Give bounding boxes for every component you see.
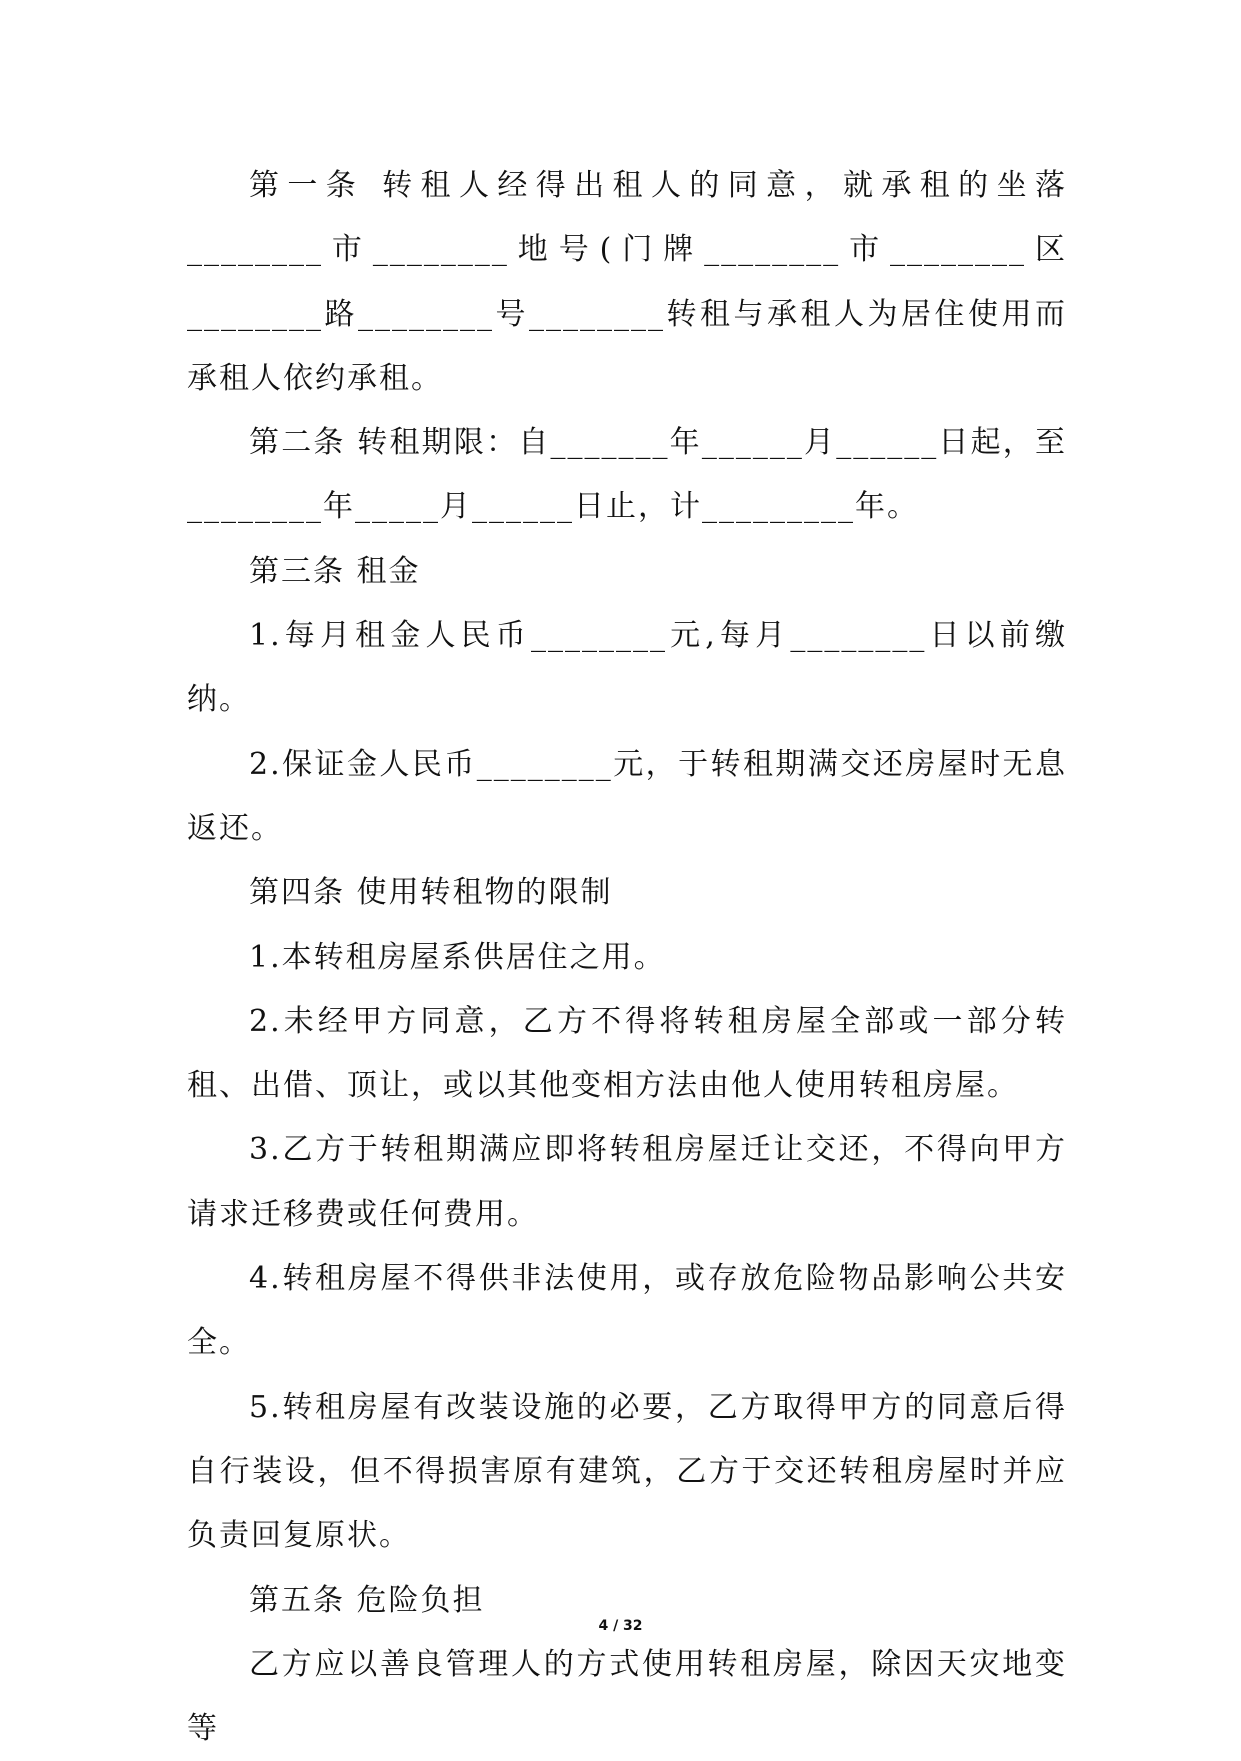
- article-2-paragraph: 第二条 转租期限：自_______年______月______日起，至________年_____月______日止，计_________年。: [187, 425, 1067, 525]
- page-number: 4 / 32: [598, 1618, 643, 1634]
- article-5-heading: 第五条 危险负担: [249, 1582, 485, 1618]
- article-4-item-5: 5.转租房屋有改装设施的必要，乙方取得甲方的同意后得自行装设，但不得损害原有建筑，乙方于交还转租房屋时并应负责回复原状。: [187, 1389, 1067, 1554]
- article-1-paragraph: 第一条 转租人经得出租人的同意，就承租的坐落________市________地号(门牌________市________区________路________号________转租与承租人为居住使用而承租人依约承租。: [187, 168, 1067, 396]
- article-4-item-1: 1.本转租房屋系供居住之用。: [249, 939, 666, 975]
- article-4-heading: 第四条 使用转租物的限制: [249, 875, 613, 911]
- article-4-item-2: 2.未经甲方同意，乙方不得将转租房屋全部或一部分转租、出借、顶让，或以其他变相方法由他人使用转租房屋。: [187, 1003, 1067, 1104]
- article-3-item-2: 2.保证金人民币________元，于转租期满交还房屋时无息返还。: [187, 746, 1067, 846]
- article-5-body: 乙方应以善良管理人的方式使用转租房屋，除因天灾地变等: [187, 1646, 1067, 1747]
- document-body: [187, 154, 1067, 1761]
- article-3-heading: 第三条 租金: [249, 553, 421, 589]
- article-4-item-4: 4.转租房屋不得供非法使用，或存放危险物品影响公共安全。: [187, 1261, 1067, 1361]
- article-3-item-1: 1.每月租金人民币________元,每月________日以前缴纳。: [187, 618, 1067, 718]
- article-4-item-3: 3.乙方于转租期满应即将转租房屋迁让交还，不得向甲方请求迁移费或任何费用。: [187, 1132, 1067, 1232]
